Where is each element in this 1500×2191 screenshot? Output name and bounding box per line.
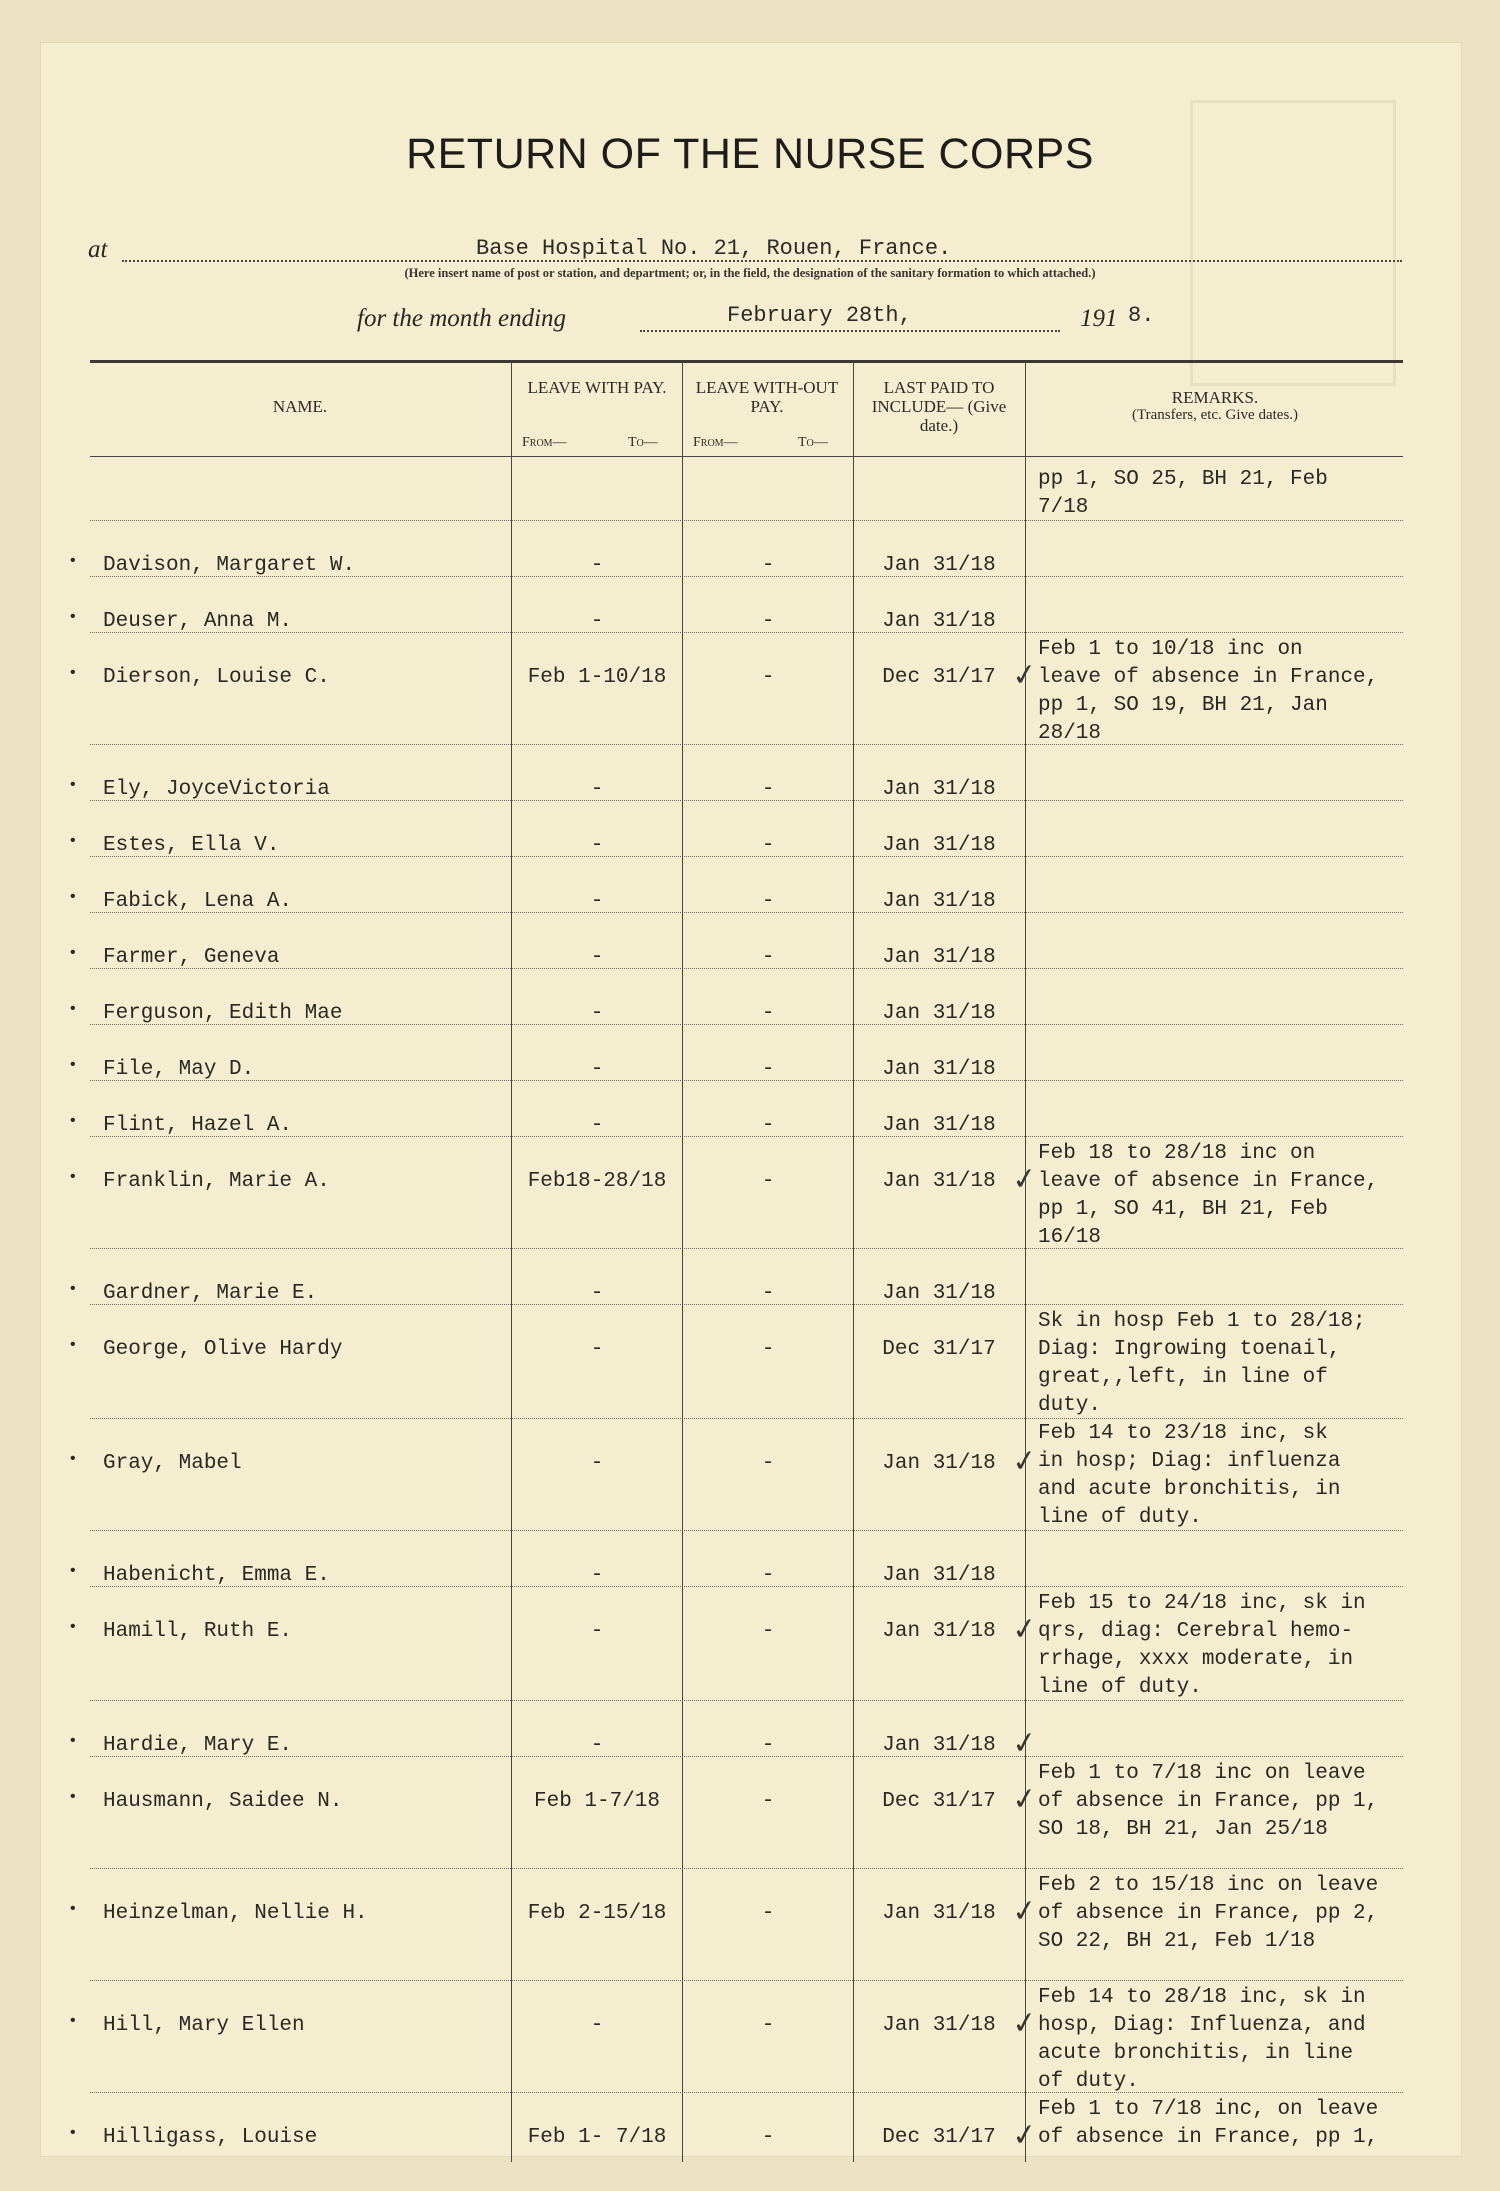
header-leave-with-pay: LEAVE WITH PAY. xyxy=(527,378,667,397)
nurse-name: Ely, JoyceVictoria xyxy=(103,778,330,801)
leave-without-pay-cell: - xyxy=(761,1734,775,1757)
month-value: February 28th, xyxy=(727,303,912,328)
leave-with-pay-cell: - xyxy=(590,946,604,969)
row-bullet-mark: • xyxy=(68,1000,78,1018)
check-mark-icon: ✓ xyxy=(1009,1610,1040,1649)
row-bullet-mark: • xyxy=(68,888,78,906)
nurse-name: Heinzelman, Nellie H. xyxy=(103,1902,368,1925)
last-paid-cell: Jan 31/18 xyxy=(882,610,996,633)
leave-with-pay-cell: Feb18-28/18 xyxy=(527,1170,667,1193)
nurse-name: Dierson, Louise C. xyxy=(103,666,330,689)
last-paid-cell: Jan 31/18 xyxy=(882,1058,996,1081)
table-row xyxy=(0,888,1500,916)
remarks-cell: Feb 14 to 28/18 inc, sk in hosp, Diag: Influenza, and acute bronchitis, in line of duty. xyxy=(1038,1986,1366,2093)
row-bullet-mark: • xyxy=(68,1788,78,1806)
nurse-name: Farmer, Geneva xyxy=(103,946,280,969)
last-paid-cell: Jan 31/18 xyxy=(882,1734,996,1757)
table-row xyxy=(0,608,1500,636)
row-bullet-mark: • xyxy=(68,776,78,794)
leave-with-pay-cell: - xyxy=(590,1620,604,1643)
nurse-name: Franklin, Marie A. xyxy=(103,1170,330,1193)
row-bullet-mark: • xyxy=(68,1336,78,1354)
leave-with-pay-cell: - xyxy=(590,1114,604,1137)
leave-without-pay-cell: - xyxy=(761,666,775,689)
year-suffix: 8. xyxy=(1128,303,1155,328)
last-paid-cell: Jan 31/18 xyxy=(882,554,996,577)
header-bottom-rule xyxy=(90,456,1403,457)
last-paid-cell: Dec 31/17 xyxy=(882,1338,996,1361)
nurse-name: Fabick, Lena A. xyxy=(103,890,293,913)
remarks-cell: Feb 1 to 7/18 inc on leave of absence in France, pp 1, SO 18, BH 21, Jan 25/18 xyxy=(1038,1762,1379,1841)
table-row xyxy=(0,552,1500,580)
header-leave-without-pay: LEAVE WITH-OUT PAY. xyxy=(695,378,839,416)
leave-without-pay-cell: - xyxy=(761,610,775,633)
check-mark-icon: ✓ xyxy=(1009,1892,1040,1931)
remarks-cell: Feb 1 to 10/18 inc on leave of absence in France, pp 1, SO 19, BH 21, Jan 28/18 xyxy=(1038,638,1379,745)
leave-with-pay-cell: - xyxy=(590,1338,604,1361)
nurse-name: Hamill, Ruth E. xyxy=(103,1620,293,1643)
leave-with-pay-cell: Feb 2-15/18 xyxy=(527,1902,667,1925)
station-name: Base Hospital No. 21, Rouen, France. xyxy=(476,236,952,261)
last-paid-cell: Jan 31/18 xyxy=(882,1002,996,1025)
check-mark-icon: ✓ xyxy=(1009,1160,1040,1199)
header-name: NAME. xyxy=(272,397,328,416)
nurse-name: George, Olive Hardy xyxy=(103,1338,343,1361)
check-mark-icon: ✓ xyxy=(1009,1724,1040,1763)
last-paid-cell: Jan 31/18 xyxy=(882,946,996,969)
row-bullet-mark: • xyxy=(68,608,78,626)
leave-without-pay-cell: - xyxy=(761,1902,775,1925)
leave-without-pay-cell: - xyxy=(761,1114,775,1137)
remarks-cell: Feb 14 to 23/18 inc, sk in hosp; Diag: influenza and acute bronchitis, in line of duty. xyxy=(1038,1422,1341,1529)
leave-with-pay-cell: Feb 1-10/18 xyxy=(527,666,667,689)
leave-without-pay-cell: - xyxy=(761,1002,775,1025)
table-row xyxy=(0,944,1500,972)
last-paid-cell: Jan 31/18 xyxy=(882,1282,996,1305)
leave-with-pay-cell: Feb 1-7/18 xyxy=(533,1790,661,1813)
leave-without-pay-cell: - xyxy=(761,1170,775,1193)
row-bullet-mark: • xyxy=(68,2012,78,2030)
nurse-name: Ferguson, Edith Mae xyxy=(103,1002,343,1025)
header-lwop-to: To— xyxy=(798,435,828,450)
remarks-cell: Feb 15 to 24/18 inc, sk in qrs, diag: Cerebral hemo- rrhage, xxxx moderate, in line of duty. xyxy=(1038,1592,1366,1699)
row-bullet-mark: • xyxy=(68,552,78,570)
table-row xyxy=(0,1056,1500,1084)
row-bullet-mark: • xyxy=(68,832,78,850)
last-paid-cell: Jan 31/18 xyxy=(882,1902,996,1925)
header-remarks-sub: (Transfers, etc. Give dates.) xyxy=(1131,407,1299,423)
last-paid-cell: Jan 31/18 xyxy=(882,890,996,913)
table-row xyxy=(0,776,1500,804)
row-bullet-mark: • xyxy=(68,2124,78,2142)
last-paid-cell: Jan 31/18 xyxy=(882,1564,996,1587)
leave-without-pay-cell: - xyxy=(761,1620,775,1643)
check-mark-icon: ✓ xyxy=(1009,1442,1040,1481)
remarks-cell: Feb 18 to 28/18 inc on leave of absence in France, pp 1, SO 41, BH 21, Feb 16/18 xyxy=(1038,1142,1379,1249)
last-paid-cell: Jan 31/18 xyxy=(882,778,996,801)
row-bullet-mark: • xyxy=(68,1900,78,1918)
table-row xyxy=(0,1280,1500,1308)
last-paid-cell: Jan 31/18 xyxy=(882,1452,996,1475)
header-remarks: REMARKS. xyxy=(1171,388,1259,407)
last-paid-cell: Jan 31/18 xyxy=(882,2014,996,2037)
table-row xyxy=(0,1000,1500,1028)
check-mark-icon: ✓ xyxy=(1009,1780,1040,1819)
leave-with-pay-cell: - xyxy=(590,890,604,913)
leave-without-pay-cell: - xyxy=(761,554,775,577)
leave-with-pay-cell: - xyxy=(590,610,604,633)
leave-with-pay-cell: - xyxy=(590,1058,604,1081)
leave-with-pay-cell: - xyxy=(590,1734,604,1757)
leave-without-pay-cell: - xyxy=(761,890,775,913)
remarks-cell: Sk in hosp Feb 1 to 28/18; Diag: Ingrowing toenail, great,,left, in line of duty. xyxy=(1038,1310,1366,1417)
last-paid-cell: Jan 31/18 xyxy=(882,834,996,857)
row-bullet-mark: • xyxy=(68,1450,78,1468)
leave-with-pay-cell: - xyxy=(590,1282,604,1305)
top-carryover-remark: pp 1, SO 25, BH 21, Feb 7/18 xyxy=(1038,468,1328,519)
row-separator xyxy=(90,1980,1403,1981)
month-label: for the month ending xyxy=(357,305,567,332)
last-paid-cell: Dec 31/17 xyxy=(882,1790,996,1813)
last-paid-cell: Jan 31/18 xyxy=(882,1620,996,1643)
row-bullet-mark: • xyxy=(68,1562,78,1580)
nurse-name: File, May D. xyxy=(103,1058,255,1081)
nurse-name: Flint, Hazel A. xyxy=(103,1114,293,1137)
check-mark-icon: ✓ xyxy=(1009,2004,1040,2043)
leave-without-pay-cell: - xyxy=(761,1338,775,1361)
nurse-name: Hilligass, Louise xyxy=(103,2126,318,2149)
leave-with-pay-cell: - xyxy=(590,1452,604,1475)
table-row xyxy=(0,1562,1500,1590)
check-mark-icon: ✓ xyxy=(1009,656,1040,695)
station-caption: (Here insert name of post or station, and department; or, in the field, the designation of the sanitary formation to which attached.) xyxy=(404,266,1096,280)
leave-with-pay-cell: - xyxy=(590,2014,604,2037)
row-bullet-mark: • xyxy=(68,1056,78,1074)
table-row xyxy=(0,1112,1500,1140)
leave-without-pay-cell: - xyxy=(761,946,775,969)
row-bullet-mark: • xyxy=(68,1112,78,1130)
leave-without-pay-cell: - xyxy=(761,1282,775,1305)
check-mark-icon: ✓ xyxy=(1009,2116,1040,2155)
row-bullet-mark: • xyxy=(68,664,78,682)
leave-without-pay-cell: - xyxy=(761,1790,775,1813)
row-bullet-mark: • xyxy=(68,944,78,962)
nurse-name: Gardner, Marie E. xyxy=(103,1282,318,1305)
row-bullet-mark: • xyxy=(68,1168,78,1186)
header-lwp-to: To— xyxy=(628,435,658,450)
leave-with-pay-cell: - xyxy=(590,554,604,577)
header-last-paid: LAST PAID TO INCLUDE— (Give date.) xyxy=(871,378,1007,435)
table-row xyxy=(0,832,1500,860)
leave-without-pay-cell: - xyxy=(761,2014,775,2037)
nurse-name: Hausmann, Saidee N. xyxy=(103,1790,343,1813)
nurse-name: Hardie, Mary E. xyxy=(103,1734,293,1757)
nurse-name: Hill, Mary Ellen xyxy=(103,2014,305,2037)
last-paid-cell: Jan 31/18 xyxy=(882,1114,996,1137)
document-title: RETURN OF THE NURSE CORPS xyxy=(406,130,1094,178)
leave-without-pay-cell: - xyxy=(761,2126,775,2149)
row-bullet-mark: • xyxy=(68,1280,78,1298)
table-row xyxy=(0,1732,1500,1760)
remarks-cell: Feb 2 to 15/18 inc on leave of absence in France, pp 2, SO 22, BH 21, Feb 1/18 xyxy=(1038,1874,1379,1953)
table-top-rule xyxy=(90,360,1403,363)
nurse-name: Habenicht, Emma E. xyxy=(103,1564,330,1587)
row-bullet-mark: • xyxy=(68,1732,78,1750)
row-separator xyxy=(90,520,1403,521)
remarks-cell: Feb 1 to 7/18 inc, on leave of absence in France, pp 1, xyxy=(1038,2098,1379,2149)
leave-without-pay-cell: - xyxy=(761,1452,775,1475)
header-lwop-from: From— xyxy=(693,435,738,450)
nurse-name: Deuser, Anna M. xyxy=(103,610,293,633)
row-separator xyxy=(90,1868,1403,1869)
leave-with-pay-cell: - xyxy=(590,1002,604,1025)
leave-with-pay-cell: - xyxy=(590,778,604,801)
leave-with-pay-cell: Feb 1- 7/18 xyxy=(527,2126,667,2149)
leave-with-pay-cell: - xyxy=(590,1564,604,1587)
last-paid-cell: Jan 31/18 xyxy=(882,1170,996,1193)
nurse-name: Estes, Ella V. xyxy=(103,834,280,857)
year-prefix: 191 xyxy=(1080,305,1118,332)
leave-without-pay-cell: - xyxy=(761,1564,775,1587)
leave-without-pay-cell: - xyxy=(761,834,775,857)
nurse-name: Gray, Mabel xyxy=(103,1452,242,1475)
last-paid-cell: Dec 31/17 xyxy=(882,2126,996,2149)
month-line xyxy=(640,330,1060,332)
at-label: at xyxy=(88,236,108,263)
row-bullet-mark: • xyxy=(68,1618,78,1636)
leave-without-pay-cell: - xyxy=(761,778,775,801)
nurse-name: Davison, Margaret W. xyxy=(103,554,356,577)
leave-without-pay-cell: - xyxy=(761,1058,775,1081)
last-paid-cell: Dec 31/17 xyxy=(882,666,996,689)
leave-with-pay-cell: - xyxy=(590,834,604,857)
header-lwp-from: From— xyxy=(522,435,567,450)
